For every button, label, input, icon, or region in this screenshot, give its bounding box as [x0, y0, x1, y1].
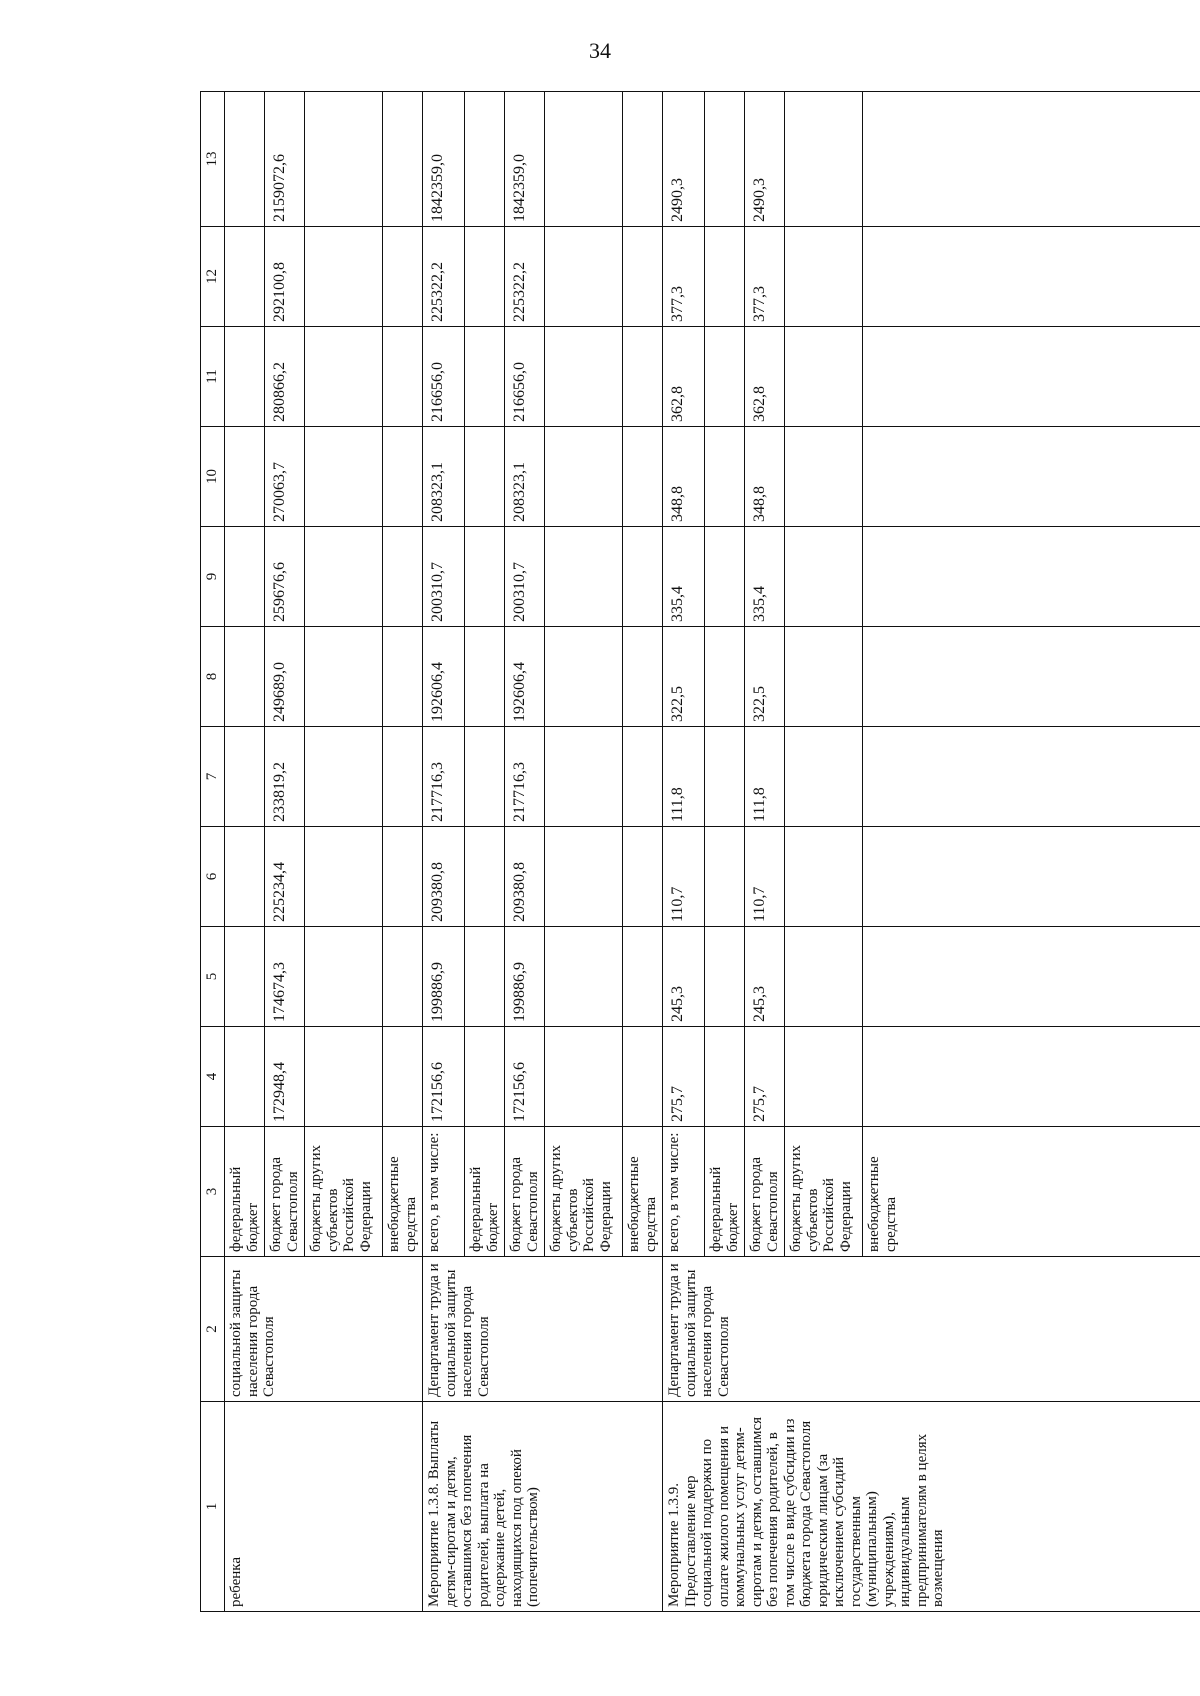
source-other-subjects: бюджеты других субъектов Российской Федерации [785, 1127, 863, 1257]
value-cell: 225322,2 [505, 227, 545, 327]
source-city: бюджет города Севастополя [745, 1127, 785, 1257]
table-row [663, 92, 705, 1612]
col-header-12: 12 [201, 227, 225, 327]
value-cell: 245,3 [663, 927, 705, 1027]
measure-1-3-8-name: Мероприятие 1.3.8. Выплаты детям-сиротам и детям, оставшимся без попечения родителей, выплата на содержание детей, находящихся под опекой (попечительством) [423, 1402, 663, 1612]
value-cell: 2490,3 [745, 92, 785, 227]
value-cell: 172156,6 [423, 1027, 465, 1127]
source-total: всего, в том числе: [663, 1127, 705, 1257]
col-header-11: 11 [201, 327, 225, 427]
col-header-3: 3 [201, 1127, 225, 1257]
source-extrabudget: внебюджетные средства [863, 1127, 1200, 1257]
col-header-7: 7 [201, 727, 225, 827]
col-header-2: 2 [201, 1257, 225, 1402]
value-cell: 216656,0 [423, 327, 465, 427]
source-extrabudget: внебюджетные средства [623, 1127, 663, 1257]
value-cell: 377,3 [745, 227, 785, 327]
source-extrabudget: внебюджетные средства [383, 1127, 423, 1257]
value-cell: 199886,9 [505, 927, 545, 1027]
value-cell: 199886,9 [423, 927, 465, 1027]
value-cell: 110,7 [663, 827, 705, 927]
value-cell: 192606,4 [505, 627, 545, 727]
value-cell: 280866,2 [265, 327, 305, 427]
value-cell: 174674,3 [265, 927, 305, 1027]
source-city: бюджет города Севастополя [265, 1127, 305, 1257]
value-cell: 192606,4 [423, 627, 465, 727]
value-cell: 335,4 [663, 527, 705, 627]
value-cell: 335,4 [745, 527, 785, 627]
col-header-4: 4 [201, 1027, 225, 1127]
value-cell: 172156,6 [505, 1027, 545, 1127]
value-cell: 249689,0 [265, 627, 305, 727]
value-cell: 172948,4 [265, 1027, 305, 1127]
value-cell: 275,7 [663, 1027, 705, 1127]
executor-cell: социальной защиты населения города Севастополя [225, 1257, 423, 1402]
source-federal: федеральный бюджет [465, 1127, 505, 1257]
value-cell: 217716,3 [505, 727, 545, 827]
value-cell: 275,7 [745, 1027, 785, 1127]
col-header-8: 8 [201, 627, 225, 727]
measure-1-3-9-executor: Департамент труда и социальной защиты населения города Севастополя [663, 1257, 1200, 1402]
value-cell: 225234,4 [265, 827, 305, 927]
value-cell: 377,3 [663, 227, 705, 327]
source-total: всего, в том числе: [423, 1127, 465, 1257]
budget-table [200, 91, 1200, 1612]
col-header-5: 5 [201, 927, 225, 1027]
col-header-13: 13 [201, 92, 225, 227]
value-cell: 209380,8 [423, 827, 465, 927]
value-cell: 348,8 [663, 427, 705, 527]
value-cell: 217716,3 [423, 727, 465, 827]
value-cell: 362,8 [663, 327, 705, 427]
value-cell: 110,7 [745, 827, 785, 927]
source-city: бюджет города Севастополя [505, 1127, 545, 1257]
header-row [201, 92, 225, 1612]
value-cell: 209380,8 [505, 827, 545, 927]
col-header-9: 9 [201, 527, 225, 627]
value-cell: 2159072,6 [265, 92, 305, 227]
table-row [423, 92, 465, 1612]
value-cell: 225322,2 [423, 227, 465, 327]
value-cell: 322,5 [745, 627, 785, 727]
value-cell: 1842359,0 [423, 92, 465, 227]
col-header-6: 6 [201, 827, 225, 927]
source-federal: федеральный бюджет [225, 1127, 265, 1257]
value-cell: 208323,1 [423, 427, 465, 527]
value-cell: 216656,0 [505, 327, 545, 427]
source-other-subjects: бюджеты других субъектов Российской Федерации [305, 1127, 383, 1257]
table-row [225, 92, 265, 1612]
value-cell: 208323,1 [505, 427, 545, 527]
col-header-1: 1 [201, 1402, 225, 1612]
page-number: 34 [589, 38, 611, 63]
source-federal: федеральный бюджет [705, 1127, 745, 1257]
measure-name-cell: ребенка [225, 1402, 423, 1612]
value-cell: 200310,7 [505, 527, 545, 627]
value-cell: 362,8 [745, 327, 785, 427]
value-cell: 245,3 [745, 927, 785, 1027]
value-cell: 348,8 [745, 427, 785, 527]
value-cell: 200310,7 [423, 527, 465, 627]
value-cell: 111,8 [745, 727, 785, 827]
value-cell: 2490,3 [663, 92, 705, 227]
measure-1-3-9-name: Мероприятие 1.3.9. Предоставление мер социальной поддержки по оплате жилого помещения и коммунальных услуг детям-сиротам и детям, оставшимся без попечения родителей, в том числе в виде субсидии из бюджета города Севастополя юридическим лицам (за исключением субсидий государственным (муниципальным) учреждениям), индивидуальным предпринимателям в целях возмещения [663, 1402, 1200, 1612]
value-cell: 292100,8 [265, 227, 305, 327]
value-cell: 322,5 [663, 627, 705, 727]
value-cell: 259676,6 [265, 527, 305, 627]
value-cell: 1842359,0 [505, 92, 545, 227]
rotated-table-wrapper [200, 92, 1200, 1612]
value-cell: 233819,2 [265, 727, 305, 827]
value-cell: 111,8 [663, 727, 705, 827]
col-header-10: 10 [201, 427, 225, 527]
value-cell: 270063,7 [265, 427, 305, 527]
source-other-subjects: бюджеты других субъектов Российской Федерации [545, 1127, 623, 1257]
measure-1-3-8-executor: Департамент труда и социальной защиты населения города Севастополя [423, 1257, 663, 1402]
